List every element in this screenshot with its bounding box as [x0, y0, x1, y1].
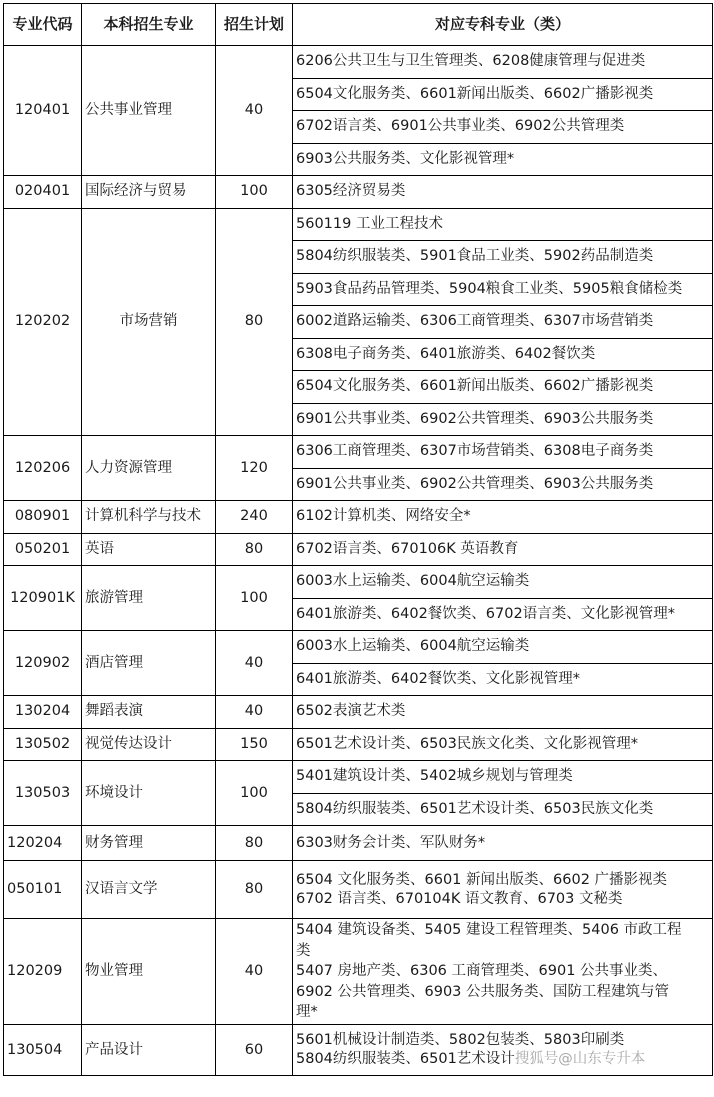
related-cell: 6903公共服务类、文化影视管理* — [293, 143, 713, 176]
table-row — [4, 1025, 713, 1076]
code-cell: 120206 — [4, 436, 82, 501]
plan-cell: 40 — [216, 631, 293, 696]
major-cell: 英语 — [82, 533, 216, 566]
major-cell: 人力资源管理 — [82, 436, 216, 501]
major-cell: 物业管理 — [82, 919, 216, 1025]
plan-cell: 40 — [216, 46, 293, 176]
table-row — [4, 566, 713, 599]
table-row — [4, 919, 713, 1025]
related-cell: 6102计算机类、网络安全* — [293, 501, 713, 534]
related-cell: 5401建筑设计类、5402城乡规划与管理类 — [293, 761, 713, 794]
code-cell: 120202 — [4, 208, 82, 436]
related-cell: 5804纺织服装类、6501艺术设计类、6503民族文化类 — [293, 793, 713, 826]
header-code: 专业代码 — [4, 4, 82, 46]
code-cell: 120902 — [4, 631, 82, 696]
related-cell: 6702语言类、670106K 英语教育 — [293, 533, 713, 566]
major-cell: 视觉传达设计 — [82, 728, 216, 761]
major-cell: 财务管理 — [82, 826, 216, 861]
related-cell — [293, 919, 713, 1025]
related-cell: 6303财务会计类、军队财务* — [293, 826, 713, 861]
related-cell — [293, 861, 713, 919]
major-cell: 酒店管理 — [82, 631, 216, 696]
related-cell: 6002道路运输类、6306工商管理类、6307市场营销类 — [293, 306, 713, 339]
code-cell: 130504 — [4, 1025, 82, 1076]
plan-cell: 100 — [216, 566, 293, 631]
related-line: 6504 文化服务类、6601 新闻出版类、6602 广播影视类 — [296, 871, 668, 888]
watermark: 搜狐号@山东专升本 — [514, 1051, 646, 1067]
code-cell: 120204 — [4, 826, 82, 861]
plan-cell: 60 — [216, 1025, 293, 1076]
table-row — [4, 696, 713, 729]
table-row — [4, 208, 713, 241]
table-row — [4, 631, 713, 664]
major-cell: 公共事业管理 — [82, 46, 216, 176]
table-row — [4, 46, 713, 79]
major-cell: 舞蹈表演 — [82, 696, 216, 729]
related-cell: 6504文化服务类、6601新闻出版类、6602广播影视类 — [293, 78, 713, 111]
related-cell: 6305经济贸易类 — [293, 176, 713, 209]
plan-cell: 100 — [216, 761, 293, 826]
major-cell: 环境设计 — [82, 761, 216, 826]
related-cell: 6003水上运输类、6004航空运输类 — [293, 631, 713, 664]
major-cell: 旅游管理 — [82, 566, 216, 631]
code-cell: 120901K — [4, 566, 82, 631]
related-cell: 6504文化服务类、6601新闻出版类、6602广播影视类 — [293, 371, 713, 404]
table-row — [4, 436, 713, 469]
code-cell: 020401 — [4, 176, 82, 209]
plan-cell: 40 — [216, 696, 293, 729]
plan-cell: 100 — [216, 176, 293, 209]
header-plan: 招生计划 — [216, 4, 293, 46]
code-cell: 050101 — [4, 861, 82, 919]
admission-table — [3, 3, 713, 1076]
table-row — [4, 176, 713, 209]
major-cell: 汉语言文学 — [82, 861, 216, 919]
plan-cell: 240 — [216, 501, 293, 534]
related-cell: 6901公共事业类、6902公共管理类、6903公共服务类 — [293, 403, 713, 436]
related-cell: 6401旅游类、6402餐饮类、6702语言类、文化影视管理* — [293, 598, 713, 631]
code-cell: 120401 — [4, 46, 82, 176]
related-line: 理* — [296, 1004, 318, 1021]
related-line: 6702 语言类、670104K 语文教育、6703 文秘类 — [296, 890, 623, 907]
related-line: 5601机械设计制造类、5802包装类、5803印刷类 — [296, 1032, 625, 1048]
related-cell — [293, 1025, 713, 1076]
header-related: 对应专科专业（类） — [293, 4, 713, 46]
related-cell: 6206公共卫生与卫生管理类、6208健康管理与促进类 — [293, 46, 713, 79]
related-cell: 6401旅游类、6402餐饮类、文化影视管理* — [293, 663, 713, 696]
plan-cell: 80 — [216, 208, 293, 436]
related-cell: 6003水上运输类、6004航空运输类 — [293, 566, 713, 599]
plan-cell: 120 — [216, 436, 293, 501]
plan-cell: 80 — [216, 861, 293, 919]
related-cell: 6901公共事业类、6902公共管理类、6903公共服务类 — [293, 468, 713, 501]
code-cell: 130503 — [4, 761, 82, 826]
major-cell: 市场营销 — [82, 208, 216, 436]
major-cell: 计算机科学与技术 — [82, 501, 216, 534]
code-cell: 120209 — [4, 919, 82, 1025]
related-line: 5804纺织服装类、6501艺术设计搜狐号@山东专升本 — [296, 1051, 646, 1067]
code-cell: 080901 — [4, 501, 82, 534]
table-row — [4, 861, 713, 919]
related-cell: 6702语言类、6901公共事业类、6902公共管理类 — [293, 111, 713, 144]
header-row — [4, 4, 713, 46]
table-row — [4, 501, 713, 534]
plan-cell: 80 — [216, 533, 293, 566]
related-line: 类 — [296, 942, 311, 959]
code-cell: 130502 — [4, 728, 82, 761]
related-cell: 560119 工业工程技术 — [293, 208, 713, 241]
table-row — [4, 761, 713, 794]
related-cell: 6306工商管理类、6307市场营销类、6308电子商务类 — [293, 436, 713, 469]
related-line: 5407 房地产类、6306 工商管理类、6901 公共事业类、 — [296, 963, 668, 980]
related-cell: 5804纺织服装类、5901食品工业类、5902药品制造类 — [293, 241, 713, 274]
code-cell: 050201 — [4, 533, 82, 566]
header-major: 本科招生专业 — [82, 4, 216, 46]
related-cell: 5903食品药品管理类、5904粮食工业类、5905粮食储检类 — [293, 273, 713, 306]
major-cell: 国际经济与贸易 — [82, 176, 216, 209]
plan-cell: 150 — [216, 728, 293, 761]
plan-cell: 40 — [216, 919, 293, 1025]
major-cell: 产品设计 — [82, 1025, 216, 1076]
table-row — [4, 728, 713, 761]
related-line: 6902 公共管理类、6903 公共服务类、国防工程建筑与管 — [296, 983, 670, 1000]
related-line: 5404 建筑设备类、5405 建设工程管理类、5406 市政工程 — [296, 922, 682, 939]
related-cell: 6502表演艺术类 — [293, 696, 713, 729]
table-row — [4, 826, 713, 861]
code-cell: 130204 — [4, 696, 82, 729]
plan-cell: 80 — [216, 826, 293, 861]
related-cell: 6501艺术设计类、6503民族文化类、文化影视管理* — [293, 728, 713, 761]
table-row — [4, 533, 713, 566]
related-cell: 6308电子商务类、6401旅游类、6402餐饮类 — [293, 338, 713, 371]
